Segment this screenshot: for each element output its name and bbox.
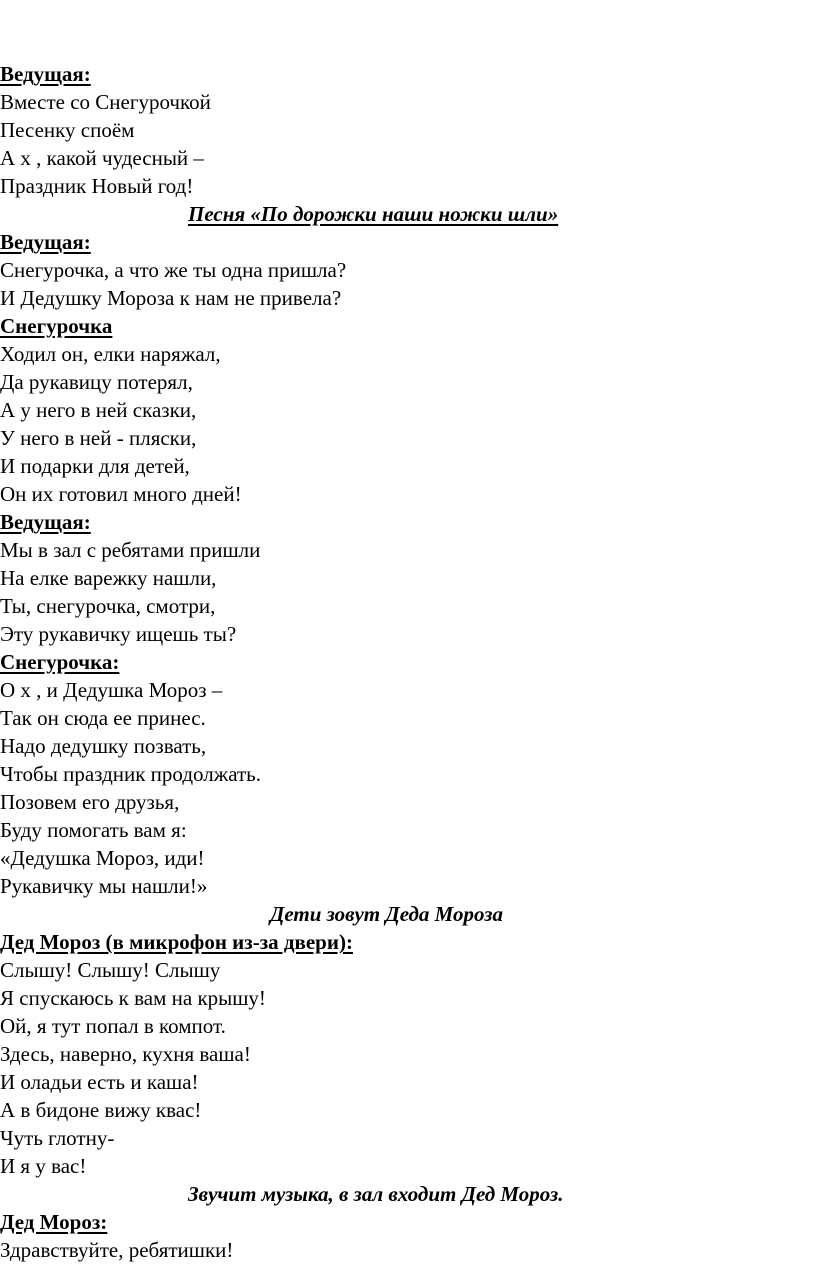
- text-line: И подарки для детей,: [0, 454, 190, 478]
- text-line: На елке варежку нашли,: [0, 566, 217, 590]
- text-line: Здесь, наверно, кухня ваша!: [0, 1042, 251, 1066]
- text-line: У него в ней - пляски,: [0, 426, 197, 450]
- text-line: Позовем его друзья,: [0, 790, 180, 814]
- text-line: Чтобы праздник продолжать.: [0, 762, 261, 786]
- text-line: И Дедушку Мороза к нам не привела?: [0, 286, 342, 310]
- text-line: Эту рукавичку ищешь ты?: [0, 622, 237, 646]
- speaker-label: Ведущая:: [0, 62, 91, 86]
- text-line: Надо дедушку позвать,: [0, 734, 207, 758]
- text-line: Ходил он, елки наряжал,: [0, 342, 221, 366]
- text-line: Чуть глотну-: [0, 1126, 115, 1150]
- text-line: О х , и Дедушка Мороз –: [0, 678, 223, 702]
- text-line: Праздник Новый год!: [0, 174, 194, 198]
- text-line: И оладьи есть и каша!: [0, 1070, 199, 1094]
- text-line: Снегурочка, а что же ты одна пришла?: [0, 258, 347, 282]
- text-line: Слышу! Слышу! Слышу: [0, 958, 221, 982]
- speaker-label: Дед Мороз:: [0, 1210, 108, 1234]
- text-line: Здравствуйте, ребятишки!: [0, 1238, 234, 1262]
- speaker-label: Дед Мороз (в микрофон из-за двери):: [0, 930, 353, 954]
- stage-direction: Звучит музыка, в зал входит Дед Мороз.: [188, 1182, 564, 1206]
- stage-direction: Дети зовут Деда Мороза: [270, 902, 503, 926]
- text-line: Я спускаюсь к вам на крышу!: [0, 986, 266, 1010]
- text-line: «Дедушка Мороз, иди!: [0, 846, 205, 870]
- speaker-label: Снегурочка: [0, 314, 113, 338]
- text-line: Он их готовил много дней!: [0, 482, 242, 506]
- text-line: Ты, снегурочка, смотри,: [0, 594, 216, 618]
- stage-direction-song: Песня «По дорожки наши ножки шли»: [188, 202, 559, 226]
- text-line: А х , какой чудесный –: [0, 146, 204, 170]
- text-line: А в бидоне вижу квас!: [0, 1098, 202, 1122]
- text-line: Буду помогать вам я:: [0, 818, 187, 842]
- text-line: Ой, я тут попал в компот.: [0, 1014, 226, 1038]
- text-line: Вместе со Снегурочкой: [0, 90, 211, 114]
- speaker-label: Снегурочка:: [0, 650, 120, 674]
- text-line: И я у вас!: [0, 1154, 87, 1178]
- speaker-label: Ведущая:: [0, 510, 91, 534]
- document-page: [0, 60, 816, 1264]
- text-line: Песенку споём: [0, 118, 135, 142]
- speaker-label: Ведущая:: [0, 230, 91, 254]
- text-line: А у него в ней сказки,: [0, 398, 197, 422]
- text-line: Да рукавицу потерял,: [0, 370, 193, 394]
- text-line: Рукавичку мы нашли!»: [0, 874, 208, 898]
- text-line: Мы в зал с ребятами пришли: [0, 538, 261, 562]
- text-line: Так он сюда ее принес.: [0, 706, 206, 730]
